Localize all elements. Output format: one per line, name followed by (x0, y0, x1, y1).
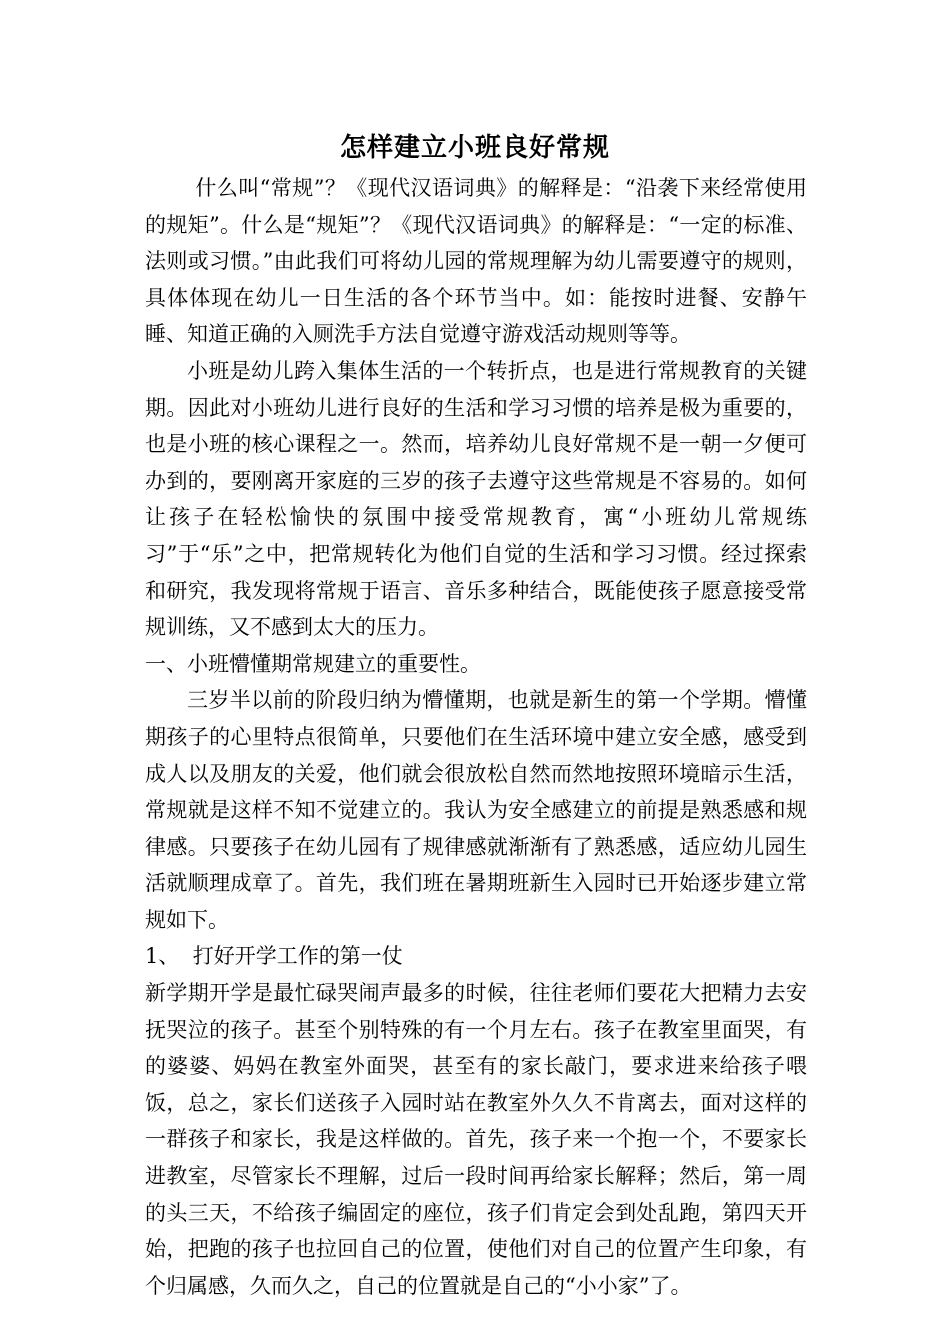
document-title: 怎样建立小班良好常规 (339, 133, 610, 163)
section-heading-1: 一、小班懵懂期常规建立的重要性。 (145, 651, 481, 676)
paragraph-small-class: 小班是幼儿跨入集体生活的一个转折点，也是进行常规教育的关键期。因此对小班幼儿进行良好的生活和学习习惯的培养是极为重要的，也是小班的核心课程之一。然而，培养幼儿良好常规不是一朝一夕便可办到的，要刚离开家庭的三岁的孩子去遵守这些常规是不容易的。如何让孩子在轻松愉快的氛围中接受常规教育，寓“小班幼儿常规练习”于“乐”之中，把常规转化为他们自觉的生活和学习习惯。经过探索和研究，我发现将常规于语言、音乐多种结合，既能使孩子愿意接受常规训练，又不感到太大的压力。 (145, 358, 807, 640)
paragraph-mengdong-period: 三岁半以前的阶段归纳为懵懂期，也就是新生的第一个学期。懵懂期孩子的心里特点很简单，只要他们在生活环境中建立安全感，感受到成人以及朋友的关爱，他们就会很放松自然而然地按照环境暗示生活，常规就是这样不知不觉建立的。我认为安全感建立的前提是熟悉感和规律感。只要孩子在幼儿园有了规律感就渐渐有了熟悉感，适应幼儿园生活就顺理成章了。首先，我们班在暑期班新生入园时已开始逐步建立常规如下。 (145, 688, 807, 932)
subsection-heading-1: 1、 打好开学工作的第一仗 (145, 944, 403, 969)
paragraph-school-start: 新学期开学是最忙碌哭闹声最多的时候，往往老师们要花大把精力去安抚哭泣的孩子。甚至个别特殊的有一个月左右。孩子在教室里面哭，有的婆婆、妈妈在教室外面哭，甚至有的家长敲门，要求进来给孩子喂饭，总之，家长们送孩子入园时站在教室外久久不肯离去，面对这样的一群孩子和家长，我是这样做的。首先，孩子来一个抱一个，不要家长进教室，尽管家长不理解，过后一段时间再给家长解释；然后，第一周的头三天，不给孩子编固定的座位，孩子们肯定会到处乱跑，第四天开始，把跑的孩子也拉回自己的位置，使他们对自己的位置产生印象，有个归属感，久而久之，自己的位置就是自己的“小小家”了。 (145, 981, 807, 1298)
paragraph-definition: 什么叫“常规”？《现代汉语词典》的解释是：“沿袭下来经常使用的规矩”。什么是“规矩”？《现代汉语词典》的解释是：“一定的标准、法则或习惯。”由此我们可将幼儿园的常规理解为幼儿需要遵守的规则，具体体现在幼儿一日生活的各个环节当中。如：能按时进餐、安静午睡、知道正确的入厕洗手方法自觉遵守游戏活动规则等等。 (145, 176, 807, 347)
document-body (145, 170, 807, 1304)
